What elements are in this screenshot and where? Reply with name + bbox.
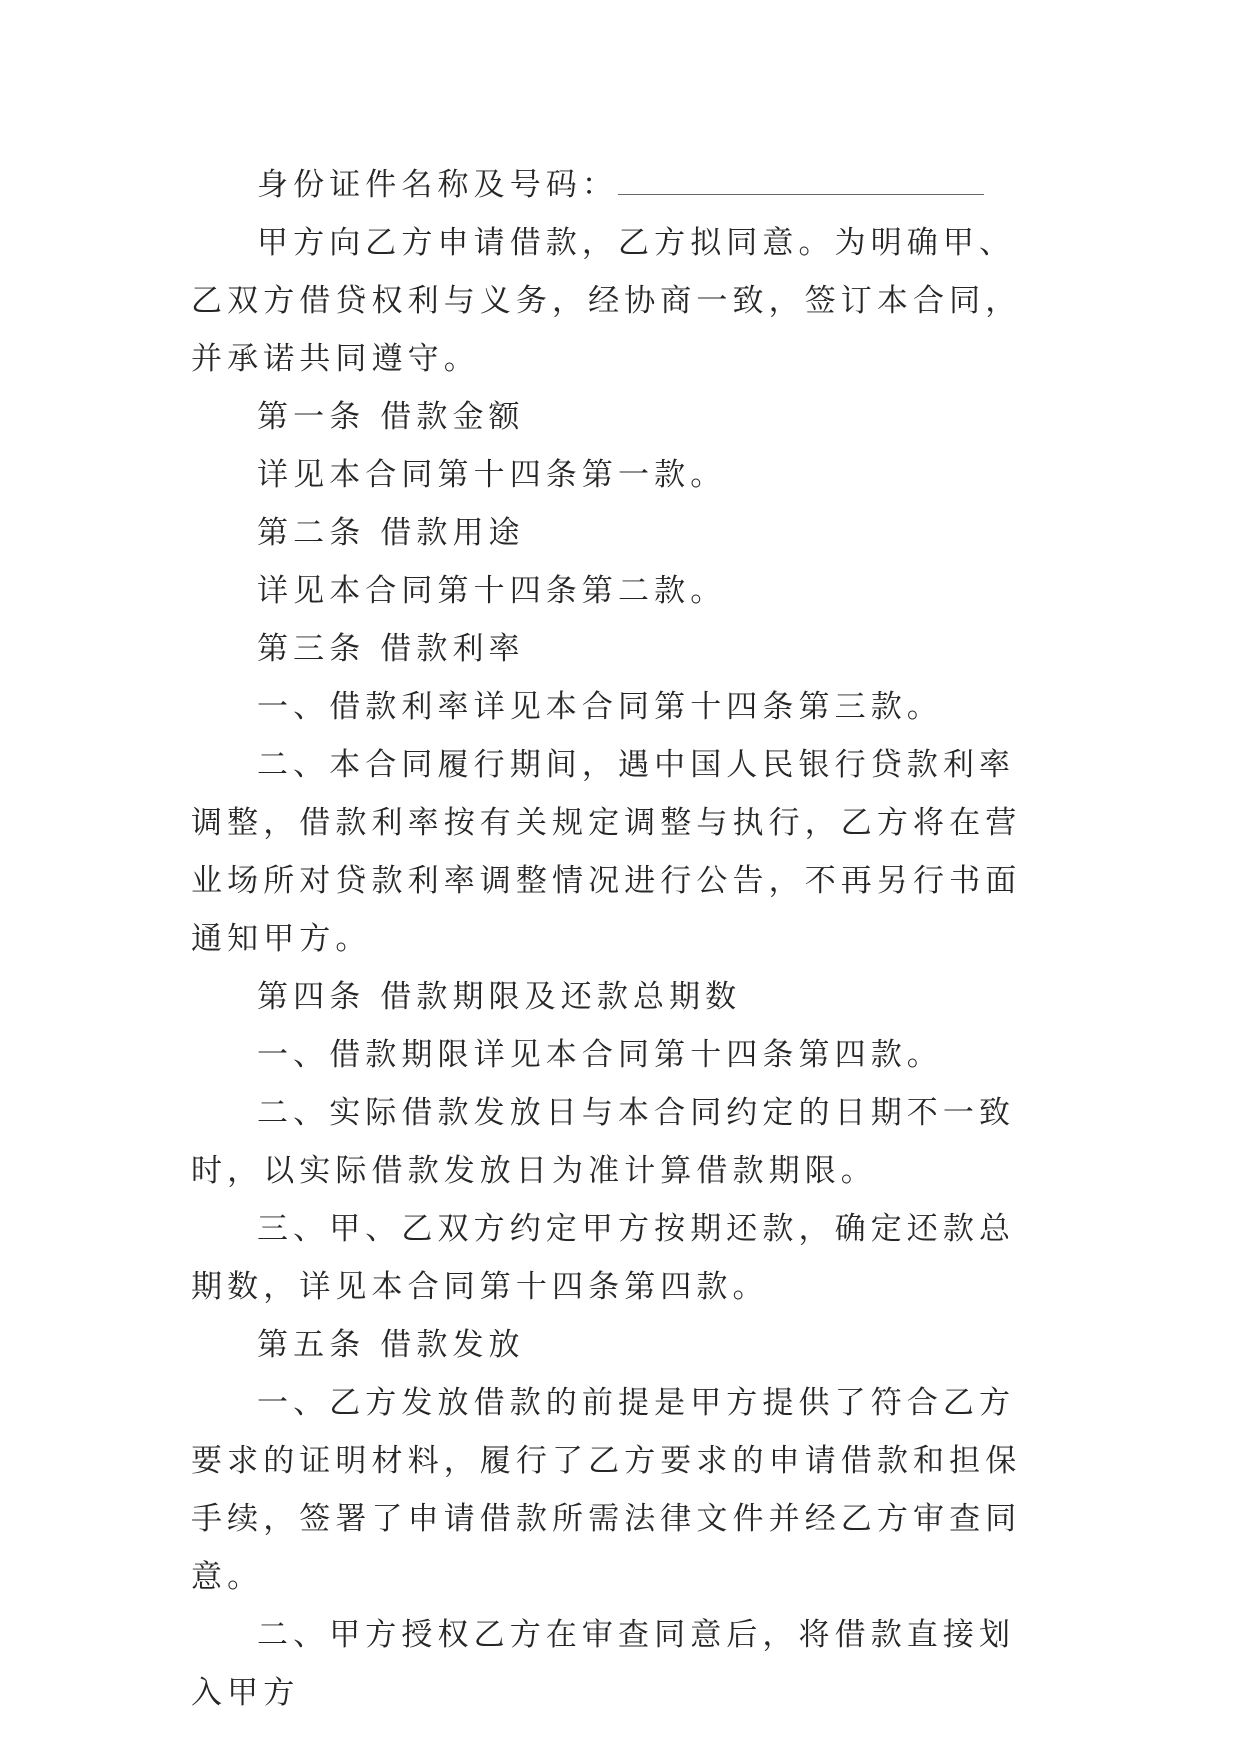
article-2-text: 详见本合同第十四条第二款。 <box>257 573 727 609</box>
article-2-heading: 第二条 借款用途 <box>257 515 525 551</box>
article-3-clause-1: 一、借款利率详见本合同第十四条第三款。 <box>257 689 943 725</box>
article-1-heading: 第一条 借款金额 <box>257 399 525 435</box>
article-4-heading: 第四条 借款期限及还款总期数 <box>257 979 742 1015</box>
article-1-text: 详见本合同第十四条第一款。 <box>257 457 727 493</box>
article-4-clause-2: 二、实际借款发放日与本合同约定的日期不一致时，以实际借款发放日为准计算借款期限。 <box>191 1095 1016 1189</box>
id-document-blank <box>618 158 984 195</box>
id-document-label: 身份证件名称及号码： <box>257 167 618 203</box>
article-3-heading: 第三条 借款利率 <box>257 631 525 667</box>
id-document-line <box>191 156 1051 214</box>
article-3-clause-2: 二、本合同履行期间，遇中国人民银行贷款利率调整，借款利率按有关规定调整与执行，乙方将在营业场所对贷款利率调整情况进行公告，不再另行书面通知甲方。 <box>191 747 1022 957</box>
article-4-clause-3: 三、甲、乙双方约定甲方按期还款，确定还款总期数，详见本合同第十四条第四款。 <box>191 1211 1016 1305</box>
intro-paragraph: 甲方向乙方申请借款，乙方拟同意。为明确甲、乙双方借贷权利与义务，经协商一致，签订本合同，并承诺共同遵守。 <box>191 225 1022 377</box>
article-4-clause-1: 一、借款期限详见本合同第十四条第四款。 <box>257 1037 943 1073</box>
article-5-clause-2: 二、甲方授权乙方在审查同意后，将借款直接划入甲方 <box>191 1617 1016 1711</box>
contract-body <box>191 156 1051 1722</box>
article-5-heading: 第五条 借款发放 <box>257 1327 525 1363</box>
article-5-clause-1: 一、乙方发放借款的前提是甲方提供了符合乙方要求的证明材料，履行了乙方要求的申请借款和担保手续，签署了申请借款所需法律文件并经乙方审查同意。 <box>191 1385 1022 1595</box>
